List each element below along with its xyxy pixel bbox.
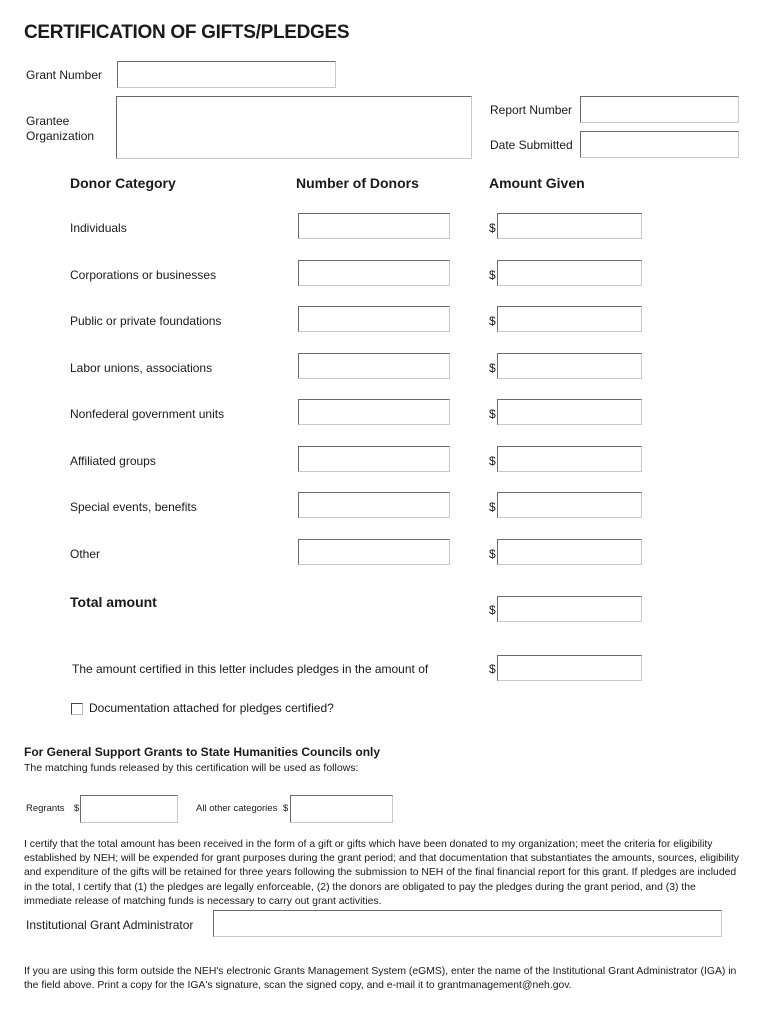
row-label: Individuals [70, 221, 127, 235]
donors-input-special-events[interactable] [298, 492, 450, 518]
grant-number-label: Grant Number [26, 68, 103, 82]
grantee-label-line1: Grantee [26, 114, 70, 128]
date-submitted-label: Date Submitted [490, 138, 573, 152]
general-support-subtext: The matching funds released by this certification will be used as follows: [24, 762, 359, 774]
donors-input-foundations[interactable] [298, 306, 450, 332]
dollar-sign: $ [489, 268, 496, 282]
donors-input-other[interactable] [298, 539, 450, 565]
amount-input-labor-unions[interactable] [497, 353, 642, 379]
pledges-amount-input[interactable] [497, 655, 642, 681]
report-number-input[interactable] [580, 96, 739, 123]
header-donor-category: Donor Category [70, 175, 176, 191]
amount-input-affiliated[interactable] [497, 446, 642, 472]
amount-input-special-events[interactable] [497, 492, 642, 518]
total-amount-label: Total amount [70, 594, 157, 610]
row-label: Labor unions, associations [70, 361, 213, 375]
regrants-label: Regrants [26, 803, 65, 814]
amount-input-other[interactable] [497, 539, 642, 565]
donors-input-corporations[interactable] [298, 260, 450, 286]
amount-input-corporations[interactable] [497, 260, 642, 286]
documentation-checkbox[interactable] [71, 703, 83, 715]
dollar-sign: $ [74, 803, 80, 814]
row-label: Special events, benefits [70, 500, 197, 514]
row-label: Nonfederal government units [70, 407, 225, 421]
grantee-label-line2: Organization [26, 129, 95, 143]
amount-input-individuals[interactable] [497, 213, 642, 239]
iga-input[interactable] [213, 910, 722, 937]
general-support-heading: For General Support Grants to State Humanities Councils only [24, 745, 381, 759]
pledges-label: The amount certified in this letter includes pledges in the amount of [72, 662, 429, 676]
certification-text: I certify that the total amount has been received in the form of a gift or gifts which have been donated to my organization; meet the criteria for eligibility established by NEH; will be expended for grant purposes during the grant period; and that documentation that substantiates the amounts, sources, eligibility and expenditure of the gifts will be retained for three years following the submission to NEH of the final financial report for this grant. If pledges are included in the total, I certify that (1) the pledges are legally enforceable, (2) the donors are obligated to pay the pledges during the grant period, and (3) the immediate release of matching funds is necessary to carry out grant activities. [24, 839, 740, 907]
other-categories-input[interactable] [290, 795, 393, 823]
row-label: Affiliated groups [70, 454, 156, 468]
donors-input-labor-unions[interactable] [298, 353, 450, 379]
donors-input-affiliated[interactable] [298, 446, 450, 472]
documentation-label: Documentation attached for pledges certified? [89, 701, 334, 715]
page-title: CERTIFICATION OF GIFTS/PLEDGES [24, 22, 350, 43]
dollar-sign: $ [489, 603, 496, 617]
dollar-sign: $ [489, 221, 496, 235]
donors-input-individuals[interactable] [298, 213, 450, 239]
amount-input-foundations[interactable] [497, 306, 642, 332]
iga-label: Institutional Grant Administrator [26, 918, 194, 932]
dollar-sign: $ [489, 407, 496, 421]
dollar-sign: $ [489, 547, 496, 561]
dollar-sign: $ [489, 314, 496, 328]
row-label: Corporations or businesses [70, 268, 217, 282]
row-label: Public or private foundations [70, 314, 222, 328]
other-categories-label: All other categories [196, 803, 278, 814]
dollar-sign: $ [489, 500, 496, 514]
header-number-of-donors: Number of Donors [296, 175, 419, 191]
footer-instructions: If you are using this form outside the NEH's electronic Grants Management System (eGMS), enter the name of the Institutional Grant Administrator (IGA) in the field above. Print a copy for the IGA's signature, scan the signed copy, and e-mail it to grantmanagement@neh.gov. [24, 966, 737, 992]
donors-input-nonfederal[interactable] [298, 399, 450, 425]
row-label: Other [70, 547, 101, 561]
date-submitted-input[interactable] [580, 131, 739, 158]
dollar-sign: $ [283, 803, 289, 814]
grant-number-input[interactable] [117, 61, 336, 88]
grantee-organization-input[interactable] [116, 96, 472, 159]
amount-input-nonfederal[interactable] [497, 399, 642, 425]
dollar-sign: $ [489, 361, 496, 375]
regrants-input[interactable] [80, 795, 178, 823]
dollar-sign: $ [489, 662, 496, 676]
report-number-label: Report Number [490, 103, 573, 117]
header-amount-given: Amount Given [489, 175, 585, 191]
total-amount-input[interactable] [497, 596, 642, 622]
dollar-sign: $ [489, 454, 496, 468]
